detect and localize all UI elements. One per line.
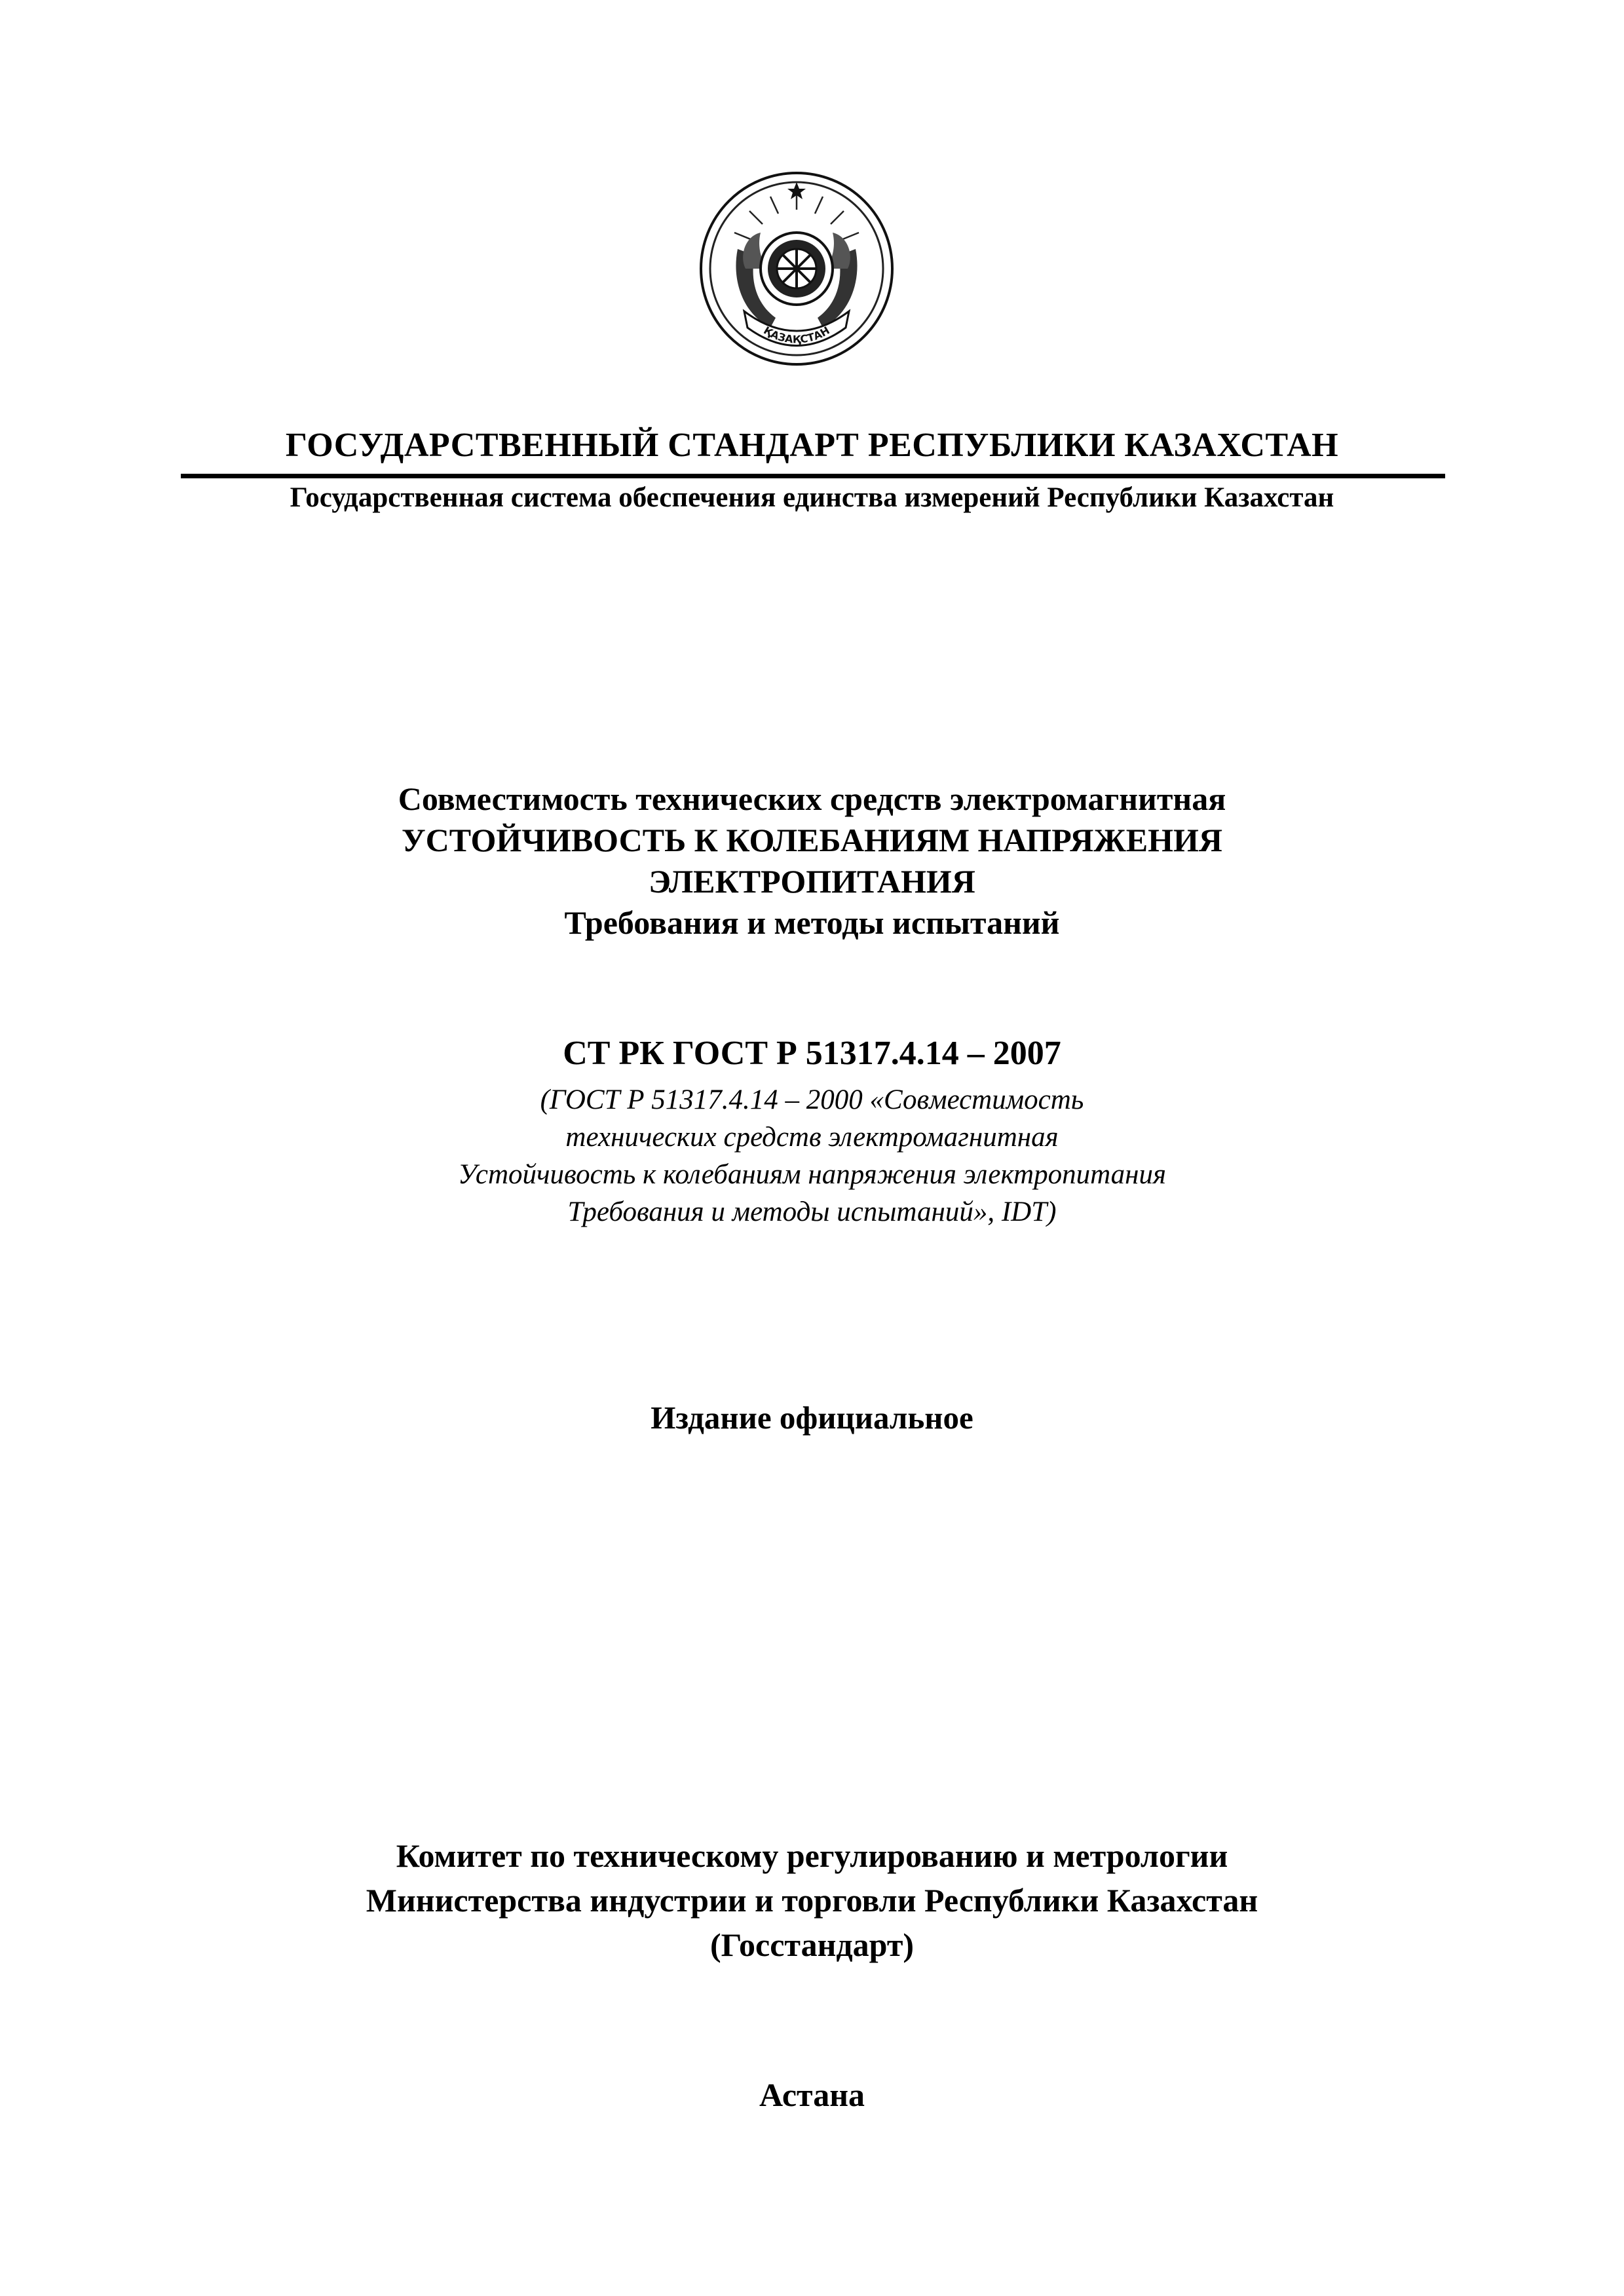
- header-title: ГОСУДАРСТВЕННЫЙ СТАНДАРТ РЕСПУБЛИКИ КАЗАХСТАН: [285, 427, 1339, 464]
- document-title-line-2: УСТОЙЧИВОСТЬ К КОЛЕБАНИЯМ НАПРЯЖЕНИЯ: [401, 822, 1223, 858]
- svg-text:ҚАЗАҚСТАН: ҚАЗАҚСТАН: [761, 324, 832, 346]
- publisher: [0, 1833, 1624, 1967]
- standard-reference-line: Требования и методы испытаний», IDT): [567, 1196, 1057, 1227]
- standard-reference: [0, 1081, 1624, 1231]
- standard-number: СТ РК ГОСТ Р 51317.4.14 – 2007: [563, 1035, 1061, 1072]
- publisher-line-2: Министерства индустрии и торговли Республики Казахстан: [366, 1882, 1258, 1919]
- publisher-line-1: Комитет по техническому регулированию и метрологии: [396, 1837, 1228, 1874]
- document-title: [0, 778, 1624, 944]
- publication-city: Астана: [759, 2076, 865, 2113]
- header-divider: [181, 474, 1445, 478]
- publisher-line-3: (Госстандарт): [709, 1926, 915, 1963]
- standard-reference-line: (ГОСТ Р 51317.4.14 – 2000 «Совместимость: [540, 1084, 1084, 1115]
- document-title-line-3: ЭЛЕКТРОПИТАНИЯ: [649, 863, 975, 900]
- document-title-line-4: Требования и методы испытаний: [564, 904, 1060, 941]
- edition-label: Издание официальное: [651, 1400, 973, 1436]
- header-subtitle: Государственная система обеспечения единства измерений Республики Казахстан: [290, 482, 1334, 513]
- standard-reference-line: технических средств электромагнитная: [565, 1122, 1059, 1153]
- document-title-line-1: Совместимость технических средств электромагнитная: [398, 780, 1226, 817]
- standard-reference-line: Устойчивость к колебаниям напряжения электропитания: [457, 1159, 1166, 1190]
- kazakhstan-state-emblem-icon: [698, 170, 895, 367]
